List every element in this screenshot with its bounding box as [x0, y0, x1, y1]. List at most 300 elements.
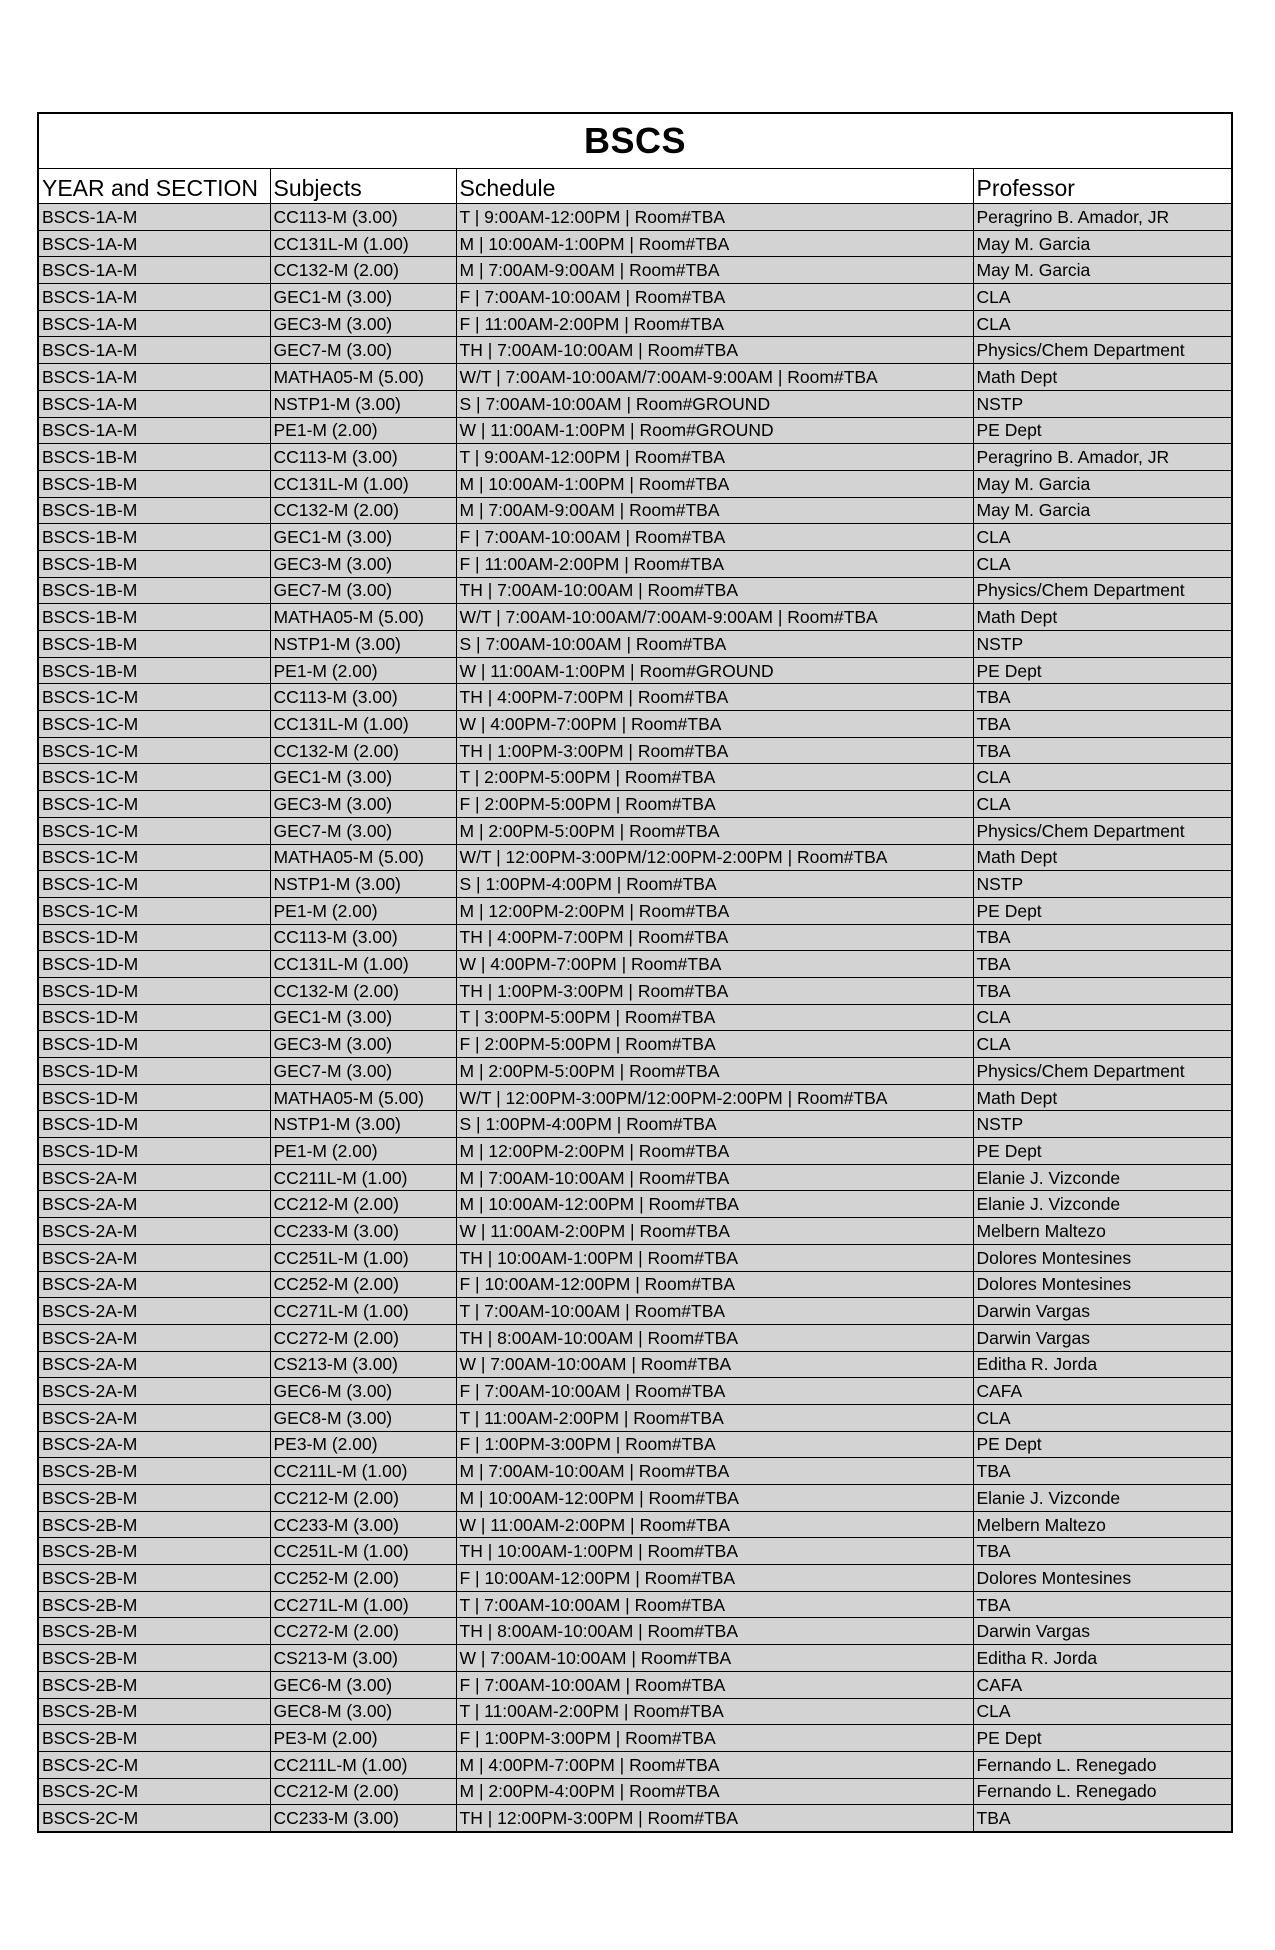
cell-year-section: BSCS-1B-M [38, 470, 270, 497]
cell-subject: CC131L-M (1.00) [270, 230, 456, 257]
cell-schedule: F | 11:00AM-2:00PM | Room#TBA [456, 310, 973, 337]
cell-schedule: S | 1:00PM-4:00PM | Room#TBA [456, 871, 973, 898]
cell-subject: GEC3-M (3.00) [270, 310, 456, 337]
cell-schedule: T | 9:00AM-12:00PM | Room#TBA [456, 444, 973, 471]
cell-schedule: F | 7:00AM-10:00AM | Room#TBA [456, 524, 973, 551]
cell-schedule: T | 11:00AM-2:00PM | Room#TBA [456, 1404, 973, 1431]
cell-professor: TBA [973, 1591, 1232, 1618]
cell-subject: CC132-M (2.00) [270, 257, 456, 284]
cell-schedule: F | 7:00AM-10:00AM | Room#TBA [456, 1378, 973, 1405]
cell-professor: PE Dept [973, 897, 1232, 924]
cell-schedule: F | 2:00PM-5:00PM | Room#TBA [456, 1031, 973, 1058]
cell-schedule: F | 2:00PM-5:00PM | Room#TBA [456, 791, 973, 818]
cell-professor: May M. Garcia [973, 497, 1232, 524]
cell-schedule: TH | 10:00AM-1:00PM | Room#TBA [456, 1244, 973, 1271]
cell-schedule: M | 2:00PM-4:00PM | Room#TBA [456, 1778, 973, 1805]
schedule-sheet [37, 112, 1231, 1833]
cell-schedule: T | 9:00AM-12:00PM | Room#TBA [456, 204, 973, 231]
table-row [38, 550, 1232, 577]
cell-schedule: M | 7:00AM-9:00AM | Room#TBA [456, 497, 973, 524]
cell-year-section: BSCS-2B-M [38, 1698, 270, 1725]
cell-schedule: M | 12:00PM-2:00PM | Room#TBA [456, 1138, 973, 1165]
cell-year-section: BSCS-1C-M [38, 684, 270, 711]
cell-professor: TBA [973, 684, 1232, 711]
cell-professor: Darwin Vargas [973, 1298, 1232, 1325]
table-row [38, 364, 1232, 391]
cell-professor: Dolores Montesines [973, 1271, 1232, 1298]
table-row [38, 1778, 1232, 1805]
cell-professor: Fernando L. Renegado [973, 1778, 1232, 1805]
cell-year-section: BSCS-2B-M [38, 1645, 270, 1672]
cell-subject: CC233-M (3.00) [270, 1218, 456, 1245]
table-row [38, 310, 1232, 337]
cell-year-section: BSCS-2B-M [38, 1485, 270, 1512]
cell-year-section: BSCS-2A-M [38, 1298, 270, 1325]
table-row [38, 631, 1232, 658]
table-row [38, 257, 1232, 284]
cell-professor: May M. Garcia [973, 230, 1232, 257]
cell-schedule: S | 7:00AM-10:00AM | Room#GROUND [456, 390, 973, 417]
cell-professor: Math Dept [973, 1084, 1232, 1111]
cell-schedule: TH | 1:00PM-3:00PM | Room#TBA [456, 977, 973, 1004]
table-row [38, 1084, 1232, 1111]
cell-professor: PE Dept [973, 1138, 1232, 1165]
table-row [38, 1698, 1232, 1725]
cell-subject: CC211L-M (1.00) [270, 1751, 456, 1778]
table-row [38, 284, 1232, 311]
table-row [38, 817, 1232, 844]
cell-year-section: BSCS-2B-M [38, 1565, 270, 1592]
cell-schedule: T | 2:00PM-5:00PM | Room#TBA [456, 764, 973, 791]
cell-subject: CC132-M (2.00) [270, 497, 456, 524]
cell-professor: CLA [973, 1404, 1232, 1431]
cell-subject: CC113-M (3.00) [270, 684, 456, 711]
cell-year-section: BSCS-1D-M [38, 951, 270, 978]
cell-schedule: F | 11:00AM-2:00PM | Room#TBA [456, 550, 973, 577]
cell-year-section: BSCS-2A-M [38, 1164, 270, 1191]
cell-year-section: BSCS-1D-M [38, 924, 270, 951]
cell-year-section: BSCS-1B-M [38, 631, 270, 658]
cell-professor: CLA [973, 524, 1232, 551]
cell-year-section: BSCS-1A-M [38, 417, 270, 444]
cell-subject: GEC1-M (3.00) [270, 524, 456, 551]
cell-subject: PE1-M (2.00) [270, 417, 456, 444]
table-row [38, 1431, 1232, 1458]
table-row [38, 764, 1232, 791]
cell-professor: Peragrino B. Amador, JR [973, 204, 1232, 231]
cell-subject: PE3-M (2.00) [270, 1431, 456, 1458]
table-row [38, 1031, 1232, 1058]
cell-schedule: W | 11:00AM-2:00PM | Room#TBA [456, 1218, 973, 1245]
cell-professor: Physics/Chem Department [973, 577, 1232, 604]
cell-year-section: BSCS-1B-M [38, 524, 270, 551]
table-row [38, 1218, 1232, 1245]
table-row [38, 1164, 1232, 1191]
cell-year-section: BSCS-1C-M [38, 737, 270, 764]
cell-subject: CC271L-M (1.00) [270, 1298, 456, 1325]
table-row [38, 470, 1232, 497]
cell-subject: PE3-M (2.00) [270, 1725, 456, 1752]
cell-subject: GEC7-M (3.00) [270, 1058, 456, 1085]
cell-schedule: W | 7:00AM-10:00AM | Room#TBA [456, 1645, 973, 1672]
cell-professor: Editha R. Jorda [973, 1645, 1232, 1672]
cell-schedule: W | 7:00AM-10:00AM | Room#TBA [456, 1351, 973, 1378]
cell-professor: CLA [973, 1031, 1232, 1058]
table-row [38, 791, 1232, 818]
cell-year-section: BSCS-1B-M [38, 577, 270, 604]
cell-professor: Physics/Chem Department [973, 817, 1232, 844]
table-row [38, 844, 1232, 871]
table-title: BSCS [38, 113, 1232, 169]
cell-subject: CC251L-M (1.00) [270, 1538, 456, 1565]
cell-year-section: BSCS-1C-M [38, 791, 270, 818]
cell-subject: PE1-M (2.00) [270, 897, 456, 924]
cell-schedule: TH | 4:00PM-7:00PM | Room#TBA [456, 684, 973, 711]
cell-year-section: BSCS-2B-M [38, 1538, 270, 1565]
cell-schedule: M | 7:00AM-10:00AM | Room#TBA [456, 1164, 973, 1191]
cell-year-section: BSCS-2B-M [38, 1618, 270, 1645]
table-row [38, 1138, 1232, 1165]
cell-subject: PE1-M (2.00) [270, 1138, 456, 1165]
cell-schedule: M | 10:00AM-12:00PM | Room#TBA [456, 1191, 973, 1218]
cell-professor: CAFA [973, 1378, 1232, 1405]
cell-schedule: M | 12:00PM-2:00PM | Room#TBA [456, 897, 973, 924]
cell-professor: Elanie J. Vizconde [973, 1191, 1232, 1218]
cell-professor: TBA [973, 1805, 1232, 1832]
cell-professor: TBA [973, 951, 1232, 978]
cell-subject: CC113-M (3.00) [270, 204, 456, 231]
cell-subject: GEC8-M (3.00) [270, 1404, 456, 1431]
cell-professor: PE Dept [973, 417, 1232, 444]
cell-professor: NSTP [973, 871, 1232, 898]
cell-professor: PE Dept [973, 1725, 1232, 1752]
cell-schedule: W/T | 12:00PM-3:00PM/12:00PM-2:00PM | Room#TBA [456, 1084, 973, 1111]
table-row [38, 1191, 1232, 1218]
cell-subject: CC131L-M (1.00) [270, 951, 456, 978]
cell-professor: NSTP [973, 1111, 1232, 1138]
cell-year-section: BSCS-2A-M [38, 1431, 270, 1458]
cell-subject: CC272-M (2.00) [270, 1618, 456, 1645]
cell-professor: May M. Garcia [973, 470, 1232, 497]
cell-subject: GEC6-M (3.00) [270, 1378, 456, 1405]
table-row [38, 577, 1232, 604]
table-row [38, 1004, 1232, 1031]
cell-professor: CLA [973, 550, 1232, 577]
cell-professor: Melbern Maltezo [973, 1511, 1232, 1538]
cell-professor: PE Dept [973, 1431, 1232, 1458]
table-header-row [38, 169, 1232, 204]
cell-year-section: BSCS-1A-M [38, 204, 270, 231]
cell-schedule: W/T | 7:00AM-10:00AM/7:00AM-9:00AM | Room#TBA [456, 604, 973, 631]
cell-subject: CC131L-M (1.00) [270, 711, 456, 738]
cell-subject: CC113-M (3.00) [270, 924, 456, 951]
table-row [38, 1565, 1232, 1592]
cell-year-section: BSCS-2A-M [38, 1351, 270, 1378]
cell-schedule: F | 1:00PM-3:00PM | Room#TBA [456, 1431, 973, 1458]
table-row [38, 1244, 1232, 1271]
cell-subject: CC251L-M (1.00) [270, 1244, 456, 1271]
cell-year-section: BSCS-2A-M [38, 1218, 270, 1245]
cell-professor: TBA [973, 737, 1232, 764]
cell-year-section: BSCS-2A-M [38, 1271, 270, 1298]
cell-subject: GEC7-M (3.00) [270, 817, 456, 844]
table-row [38, 1511, 1232, 1538]
table-row [38, 204, 1232, 231]
table-row [38, 1645, 1232, 1672]
cell-professor: Math Dept [973, 844, 1232, 871]
cell-schedule: TH | 7:00AM-10:00AM | Room#TBA [456, 577, 973, 604]
cell-schedule: S | 1:00PM-4:00PM | Room#TBA [456, 1111, 973, 1138]
table-row [38, 1725, 1232, 1752]
cell-schedule: W | 11:00AM-1:00PM | Room#GROUND [456, 417, 973, 444]
cell-professor: TBA [973, 1538, 1232, 1565]
cell-subject: GEC1-M (3.00) [270, 284, 456, 311]
cell-schedule: TH | 8:00AM-10:00AM | Room#TBA [456, 1324, 973, 1351]
cell-subject: CC233-M (3.00) [270, 1511, 456, 1538]
cell-schedule: F | 10:00AM-12:00PM | Room#TBA [456, 1271, 973, 1298]
cell-year-section: BSCS-2A-M [38, 1244, 270, 1271]
cell-year-section: BSCS-1A-M [38, 337, 270, 364]
cell-professor: CLA [973, 764, 1232, 791]
cell-schedule: TH | 12:00PM-3:00PM | Room#TBA [456, 1805, 973, 1832]
cell-schedule: TH | 8:00AM-10:00AM | Room#TBA [456, 1618, 973, 1645]
cell-year-section: BSCS-1B-M [38, 550, 270, 577]
cell-year-section: BSCS-1D-M [38, 1111, 270, 1138]
cell-schedule: F | 7:00AM-10:00AM | Room#TBA [456, 1671, 973, 1698]
column-header-schedule: Schedule [456, 169, 973, 204]
cell-year-section: BSCS-1C-M [38, 897, 270, 924]
cell-professor: NSTP [973, 390, 1232, 417]
cell-schedule: M | 10:00AM-1:00PM | Room#TBA [456, 470, 973, 497]
cell-professor: Darwin Vargas [973, 1618, 1232, 1645]
cell-year-section: BSCS-2C-M [38, 1778, 270, 1805]
table-row [38, 524, 1232, 551]
table-row [38, 1378, 1232, 1405]
cell-subject: CC113-M (3.00) [270, 444, 456, 471]
table-row [38, 1671, 1232, 1698]
cell-subject: CC132-M (2.00) [270, 977, 456, 1004]
cell-year-section: BSCS-1D-M [38, 1138, 270, 1165]
cell-schedule: TH | 10:00AM-1:00PM | Room#TBA [456, 1538, 973, 1565]
table-row [38, 444, 1232, 471]
cell-year-section: BSCS-2A-M [38, 1378, 270, 1405]
cell-subject: MATHA05-M (5.00) [270, 604, 456, 631]
cell-year-section: BSCS-1D-M [38, 1031, 270, 1058]
cell-subject: CC272-M (2.00) [270, 1324, 456, 1351]
cell-professor: Dolores Montesines [973, 1565, 1232, 1592]
cell-year-section: BSCS-1D-M [38, 1004, 270, 1031]
cell-year-section: BSCS-1B-M [38, 444, 270, 471]
table-row [38, 1485, 1232, 1512]
cell-subject: CC212-M (2.00) [270, 1191, 456, 1218]
table-row [38, 977, 1232, 1004]
cell-schedule: W/T | 7:00AM-10:00AM/7:00AM-9:00AM | Room#TBA [456, 364, 973, 391]
cell-professor: Editha R. Jorda [973, 1351, 1232, 1378]
cell-schedule: W | 11:00AM-2:00PM | Room#TBA [456, 1511, 973, 1538]
cell-subject: NSTP1-M (3.00) [270, 871, 456, 898]
cell-year-section: BSCS-1D-M [38, 1084, 270, 1111]
cell-professor: TBA [973, 711, 1232, 738]
column-header-year-section: YEAR and SECTION [38, 169, 270, 204]
cell-year-section: BSCS-1B-M [38, 604, 270, 631]
cell-year-section: BSCS-1A-M [38, 257, 270, 284]
cell-schedule: M | 7:00AM-9:00AM | Room#TBA [456, 257, 973, 284]
cell-professor: Math Dept [973, 364, 1232, 391]
table-row [38, 1618, 1232, 1645]
cell-schedule: W/T | 12:00PM-3:00PM/12:00PM-2:00PM | Room#TBA [456, 844, 973, 871]
cell-subject: CS213-M (3.00) [270, 1645, 456, 1672]
table-row [38, 1111, 1232, 1138]
table-row [38, 497, 1232, 524]
cell-subject: CC252-M (2.00) [270, 1271, 456, 1298]
cell-year-section: BSCS-2A-M [38, 1324, 270, 1351]
table-row [38, 230, 1232, 257]
cell-professor: Darwin Vargas [973, 1324, 1232, 1351]
table-row [38, 897, 1232, 924]
cell-subject: CC271L-M (1.00) [270, 1591, 456, 1618]
cell-year-section: BSCS-1C-M [38, 817, 270, 844]
cell-year-section: BSCS-1B-M [38, 497, 270, 524]
cell-year-section: BSCS-2B-M [38, 1458, 270, 1485]
cell-schedule: M | 2:00PM-5:00PM | Room#TBA [456, 817, 973, 844]
cell-year-section: BSCS-2B-M [38, 1591, 270, 1618]
cell-schedule: TH | 7:00AM-10:00AM | Room#TBA [456, 337, 973, 364]
cell-subject: CS213-M (3.00) [270, 1351, 456, 1378]
cell-professor: May M. Garcia [973, 257, 1232, 284]
cell-subject: NSTP1-M (3.00) [270, 390, 456, 417]
cell-subject: CC212-M (2.00) [270, 1778, 456, 1805]
table-row [38, 1805, 1232, 1832]
cell-subject: MATHA05-M (5.00) [270, 844, 456, 871]
column-header-subjects: Subjects [270, 169, 456, 204]
cell-professor: Fernando L. Renegado [973, 1751, 1232, 1778]
cell-professor: CLA [973, 284, 1232, 311]
cell-year-section: BSCS-2C-M [38, 1805, 270, 1832]
cell-schedule: TH | 1:00PM-3:00PM | Room#TBA [456, 737, 973, 764]
cell-professor: PE Dept [973, 657, 1232, 684]
cell-year-section: BSCS-1A-M [38, 284, 270, 311]
cell-subject: PE1-M (2.00) [270, 657, 456, 684]
table-row [38, 657, 1232, 684]
cell-subject: GEC3-M (3.00) [270, 791, 456, 818]
cell-professor: CAFA [973, 1671, 1232, 1698]
cell-year-section: BSCS-2B-M [38, 1671, 270, 1698]
cell-year-section: BSCS-1C-M [38, 844, 270, 871]
cell-subject: CC132-M (2.00) [270, 737, 456, 764]
cell-subject: GEC8-M (3.00) [270, 1698, 456, 1725]
column-header-professor: Professor [973, 169, 1232, 204]
table-row [38, 1058, 1232, 1085]
table-body [38, 204, 1232, 1832]
cell-schedule: W | 4:00PM-7:00PM | Room#TBA [456, 711, 973, 738]
table-row [38, 1458, 1232, 1485]
cell-schedule: M | 10:00AM-12:00PM | Room#TBA [456, 1485, 973, 1512]
table-row [38, 1351, 1232, 1378]
cell-schedule: T | 3:00PM-5:00PM | Room#TBA [456, 1004, 973, 1031]
cell-professor: CLA [973, 1004, 1232, 1031]
table-row [38, 390, 1232, 417]
cell-professor: Dolores Montesines [973, 1244, 1232, 1271]
cell-schedule: F | 1:00PM-3:00PM | Room#TBA [456, 1725, 973, 1752]
cell-professor: Peragrino B. Amador, JR [973, 444, 1232, 471]
cell-year-section: BSCS-1B-M [38, 657, 270, 684]
cell-schedule: M | 2:00PM-5:00PM | Room#TBA [456, 1058, 973, 1085]
cell-subject: MATHA05-M (5.00) [270, 364, 456, 391]
cell-subject: GEC6-M (3.00) [270, 1671, 456, 1698]
cell-subject: GEC3-M (3.00) [270, 1031, 456, 1058]
cell-professor: Melbern Maltezo [973, 1218, 1232, 1245]
cell-subject: GEC1-M (3.00) [270, 764, 456, 791]
cell-year-section: BSCS-2A-M [38, 1404, 270, 1431]
table-row [38, 684, 1232, 711]
cell-professor: CLA [973, 791, 1232, 818]
table-row [38, 417, 1232, 444]
cell-subject: GEC3-M (3.00) [270, 550, 456, 577]
cell-schedule: S | 7:00AM-10:00AM | Room#TBA [456, 631, 973, 658]
table-row [38, 337, 1232, 364]
cell-schedule: T | 7:00AM-10:00AM | Room#TBA [456, 1591, 973, 1618]
cell-subject: CC233-M (3.00) [270, 1805, 456, 1832]
cell-year-section: BSCS-1A-M [38, 310, 270, 337]
table-row [38, 951, 1232, 978]
cell-year-section: BSCS-1C-M [38, 711, 270, 738]
cell-schedule: F | 10:00AM-12:00PM | Room#TBA [456, 1565, 973, 1592]
cell-schedule: F | 7:00AM-10:00AM | Room#TBA [456, 284, 973, 311]
cell-year-section: BSCS-2C-M [38, 1751, 270, 1778]
cell-subject: GEC7-M (3.00) [270, 337, 456, 364]
table-row [38, 604, 1232, 631]
table-row [38, 1591, 1232, 1618]
cell-schedule: TH | 4:00PM-7:00PM | Room#TBA [456, 924, 973, 951]
cell-year-section: BSCS-2A-M [38, 1191, 270, 1218]
cell-schedule: W | 4:00PM-7:00PM | Room#TBA [456, 951, 973, 978]
cell-year-section: BSCS-1A-M [38, 390, 270, 417]
cell-subject: CC212-M (2.00) [270, 1485, 456, 1512]
cell-schedule: M | 10:00AM-1:00PM | Room#TBA [456, 230, 973, 257]
table-row [38, 737, 1232, 764]
cell-schedule: W | 11:00AM-1:00PM | Room#GROUND [456, 657, 973, 684]
table-row [38, 924, 1232, 951]
cell-year-section: BSCS-1C-M [38, 871, 270, 898]
table-row [38, 1404, 1232, 1431]
table-row [38, 711, 1232, 738]
table-row [38, 1324, 1232, 1351]
table-row [38, 1751, 1232, 1778]
table-row [38, 1538, 1232, 1565]
cell-year-section: BSCS-1A-M [38, 230, 270, 257]
table-row [38, 1298, 1232, 1325]
cell-professor: Physics/Chem Department [973, 337, 1232, 364]
cell-professor: TBA [973, 977, 1232, 1004]
cell-subject: CC131L-M (1.00) [270, 470, 456, 497]
cell-professor: CLA [973, 310, 1232, 337]
table-row [38, 871, 1232, 898]
cell-subject: CC211L-M (1.00) [270, 1458, 456, 1485]
schedule-table [37, 112, 1233, 1833]
cell-professor: Elanie J. Vizconde [973, 1485, 1232, 1512]
cell-professor: Elanie J. Vizconde [973, 1164, 1232, 1191]
cell-professor: Physics/Chem Department [973, 1058, 1232, 1085]
cell-subject: CC252-M (2.00) [270, 1565, 456, 1592]
cell-subject: MATHA05-M (5.00) [270, 1084, 456, 1111]
cell-subject: CC211L-M (1.00) [270, 1164, 456, 1191]
cell-professor: CLA [973, 1698, 1232, 1725]
cell-schedule: M | 7:00AM-10:00AM | Room#TBA [456, 1458, 973, 1485]
cell-year-section: BSCS-2B-M [38, 1511, 270, 1538]
cell-schedule: T | 11:00AM-2:00PM | Room#TBA [456, 1698, 973, 1725]
cell-professor: Math Dept [973, 604, 1232, 631]
cell-professor: NSTP [973, 631, 1232, 658]
